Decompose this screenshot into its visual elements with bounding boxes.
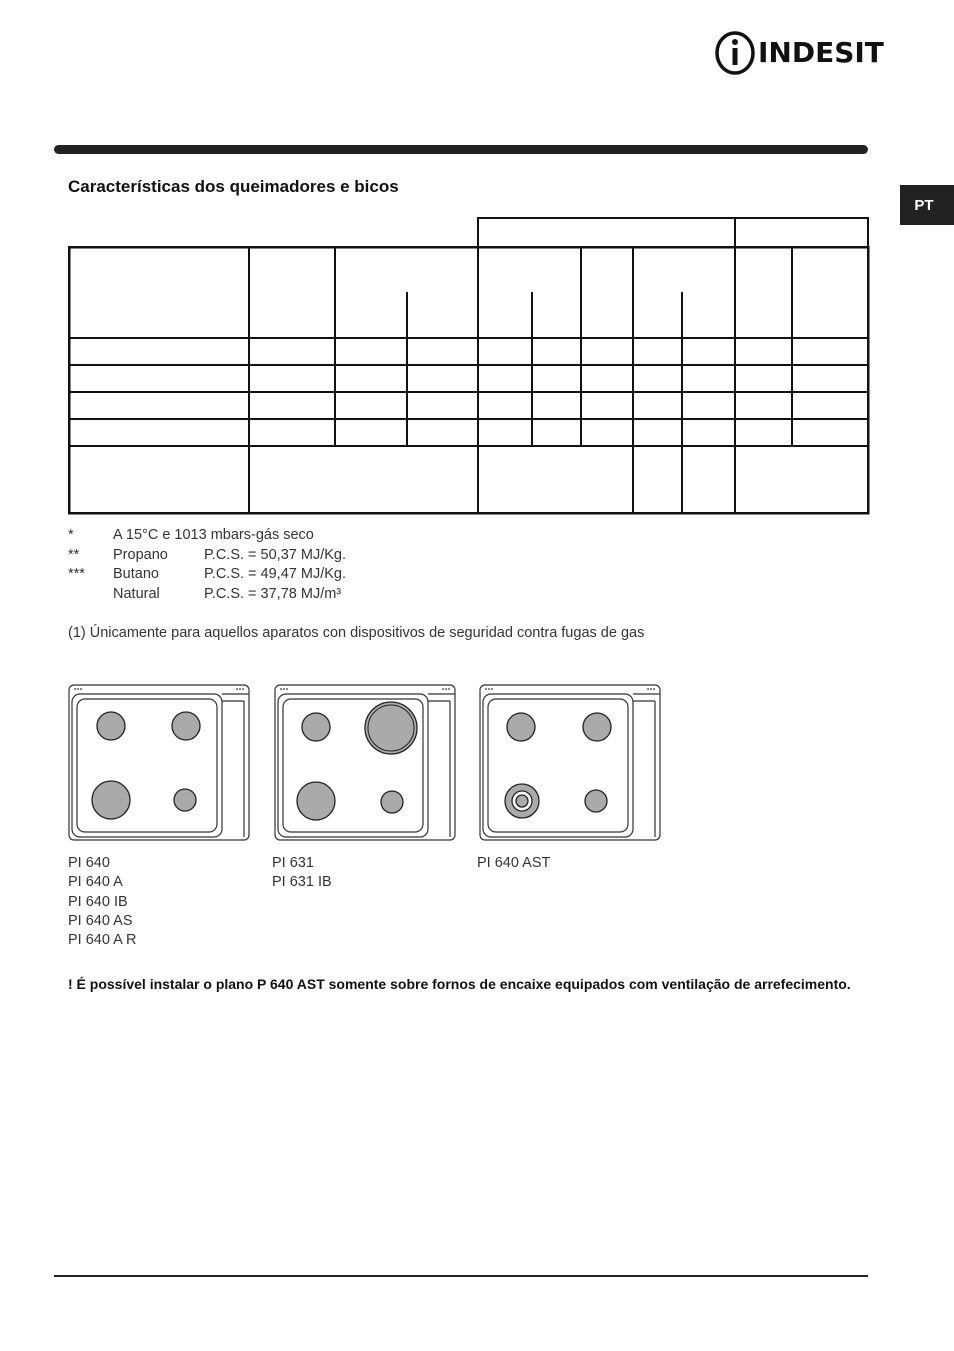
- table-frame: [69, 247, 868, 513]
- burner: [507, 713, 535, 741]
- footnote-gas: Propano: [113, 546, 168, 563]
- footnote-text: A 15°C e 1013 mbars-gás seco: [113, 527, 314, 543]
- footnotes: [68, 526, 346, 604]
- footnote-mark: **: [68, 546, 80, 563]
- footnote-row: [68, 585, 346, 605]
- footnote-gas: Natural: [113, 585, 160, 602]
- footnote-value: P.C.S. = 49,47 MJ/Kg.: [204, 566, 346, 582]
- warning-note: ! É possível instalar o plano P 640 AST somente sobre fornos de encaixe equipados com ventilação de arrefecimento.: [68, 976, 851, 992]
- burner: [97, 712, 125, 740]
- note-1: (1) Únicamente para aquellos aparatos con dispositivos de seguridad contra fugas de gas: [68, 625, 645, 641]
- model-list-pi-631: [272, 854, 332, 893]
- footnote-row: [68, 546, 346, 566]
- footnote-mark: *: [68, 527, 74, 543]
- hob-pi-631-drawing: [274, 684, 456, 842]
- footer-rule: [54, 1275, 868, 1277]
- model-name: PI 640 IB: [68, 893, 128, 910]
- brand-name: INDESIT: [758, 36, 884, 69]
- model-list-pi-640-ast: [477, 854, 550, 873]
- section-title: Características dos queimadores e bicos: [68, 177, 399, 196]
- table-group-header: [478, 218, 868, 247]
- hob-pi-640-ast-drawing: [479, 684, 661, 842]
- footnote-value: P.C.S. = 37,78 MJ/m³: [204, 585, 342, 602]
- burner: [583, 713, 611, 741]
- hotplate: [365, 702, 417, 754]
- burner: [381, 791, 403, 813]
- burner: [585, 790, 607, 812]
- footnote-row: [68, 526, 346, 546]
- model-name: PI 640 A: [68, 874, 123, 891]
- footnote-mark: [68, 585, 113, 605]
- model-list-pi-640: [68, 854, 137, 950]
- footnote-value: P.C.S. = 50,37 MJ/Kg.: [204, 546, 346, 563]
- footnote-mark: ***: [68, 566, 85, 582]
- indesit-logo-mark: [714, 30, 758, 76]
- burner: [302, 713, 330, 741]
- model-name: PI 640 AS: [68, 912, 133, 929]
- burner: [92, 781, 130, 819]
- burner: [172, 712, 200, 740]
- footnote-row: [68, 565, 346, 585]
- model-name: PI 631 IB: [272, 874, 332, 891]
- model-name: PI 640: [68, 855, 110, 871]
- hob-pi-640-drawing: [68, 684, 250, 842]
- burner: [297, 782, 335, 820]
- model-name: PI 640 AST: [477, 855, 551, 871]
- model-name: PI 631: [272, 855, 314, 871]
- indesit-logo: [714, 30, 884, 76]
- burner: [174, 789, 196, 811]
- model-name: PI 640 A R: [68, 932, 137, 949]
- header-rule: [54, 145, 868, 154]
- footnote-gas: Butano: [113, 566, 159, 582]
- language-tab[interactable]: PT: [900, 185, 954, 225]
